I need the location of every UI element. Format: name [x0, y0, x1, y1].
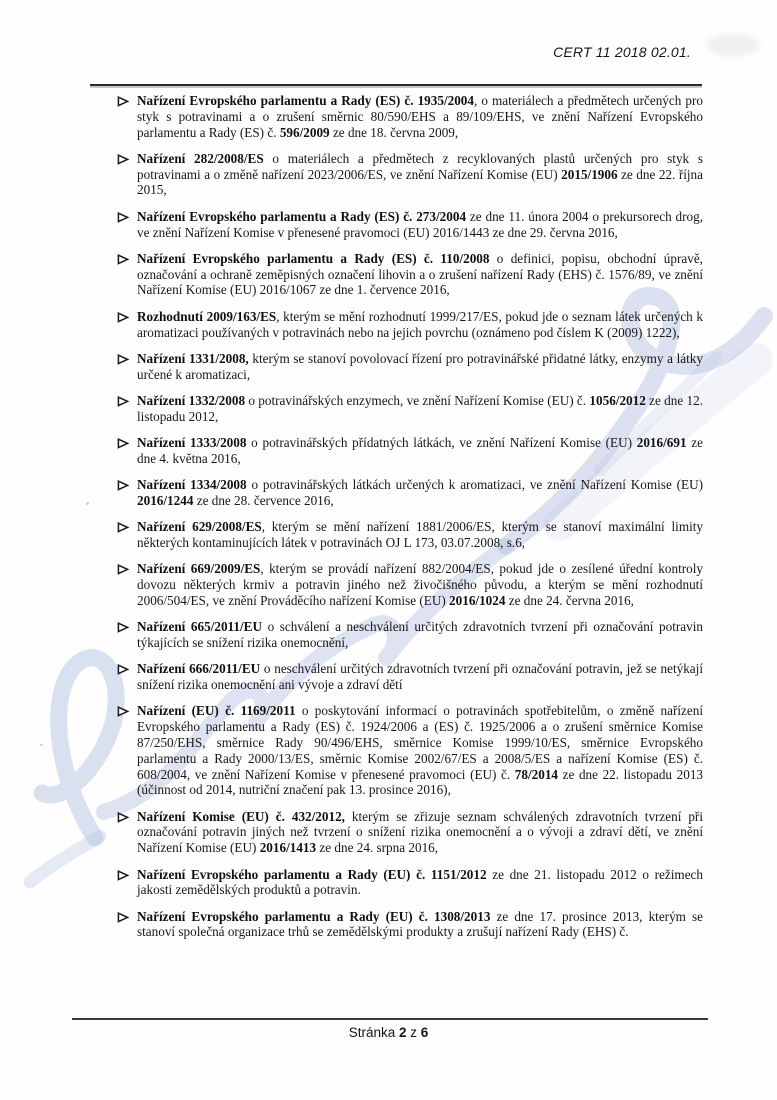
regulation-text: Nařízení 666/2011/EU o neschválení určitých zdravotních tvrzení při označování potravin, jež se netýkají snížení rizika onemocnění ani vývoje a zdraví dětí [137, 661, 703, 693]
regulation-text: Nařízení Evropského parlamentu a Rady (ES) č. 1935/2004, o materiálech a předmětech určených pro styk s potravinami a o zrušení směrnic 80/590/EHS a 89/109/EHS, ve znění Nařízení Evropského parlamentu a Rady (ES) č. 596/2009 ze dne 18. června 2009, [137, 93, 703, 140]
list-item [117, 309, 703, 341]
bullet-arrow-icon [117, 95, 129, 106]
regulation-text: Nařízení 1333/2008 o potravinářských přídatných látkách, ve znění Nařízení Komise (EU) 2016/691 ze dne 4. května 2016, [137, 435, 703, 466]
bullet-arrow-icon [117, 705, 129, 716]
footer-label: Stránka [348, 1025, 399, 1040]
regulation-text: Nařízení 1334/2008 o potravinářských látkách určených k aromatizaci, ve znění Nařízení Komise (EU) 2016/1244 ze dne 28. července 2016, [137, 477, 703, 508]
regulation-text: Nařízení 665/2011/EU o schválení a neschválení určitých zdravotních tvrzení při označování potravin týkajících se snížení rizika onemocnění, [137, 619, 703, 651]
list-item [117, 519, 703, 551]
scan-speck [40, 744, 43, 746]
bullet-arrow-icon [117, 621, 129, 632]
regulation-text: Rozhodnutí 2009/163/ES, kterým se mění rozhodnutí 1999/217/ES, pokud jde o seznam látek určených k aromatizaci používaných v potravinách nebo na jejich povrchu (oznámeno pod číslem K (2009) 1222), [137, 308, 703, 340]
list-item [117, 435, 703, 467]
list-item [117, 809, 703, 856]
bullet-arrow-icon [117, 153, 129, 164]
bullet-arrow-icon [117, 869, 129, 880]
regulation-text: Nařízení 629/2008/ES, kterým se mění nařízení 1881/2006/ES, kterým se stanoví maximální limity některých kontaminujících látek v potravinách OJ L 173, 03.07.2008, s.6, [137, 519, 703, 551]
bullet-arrow-icon [117, 395, 129, 406]
bullet-arrow-icon [117, 311, 129, 322]
bullet-arrow-icon [117, 811, 129, 822]
list-item [117, 251, 703, 298]
regulation-text: Nařízení (EU) č. 1169/2011 o poskytování informací o potravinách spotřebitelům, o změně nařízení Evropského parlamentu a Rady (ES) č. 1924/2006 a (ES) č. 1925/2006 a o zrušení směrnice Komise 87/250/EHS, směrnice Rady 90/496/EHS, směrnice Komise 1999/10/ES, směrnice Evropského parlamentu a Rady 2000/13/ES, směrnic Komise 2002/67/ES a 2008/5/ES a nařízení Komise (ES) č. 608/2004, ve znění Nařízení Komise v přenesené pravomoci (EU) č. 78/2014 ze dne 22. listopadu 2013 (účinnost od 2014, nutriční značení pak 13. prosince 2016), [137, 703, 704, 798]
list-item [117, 209, 703, 241]
regulation-text: Nařízení 669/2009/ES, kterým se provádí nařízení 882/2004/ES, pokud jde o zesílené úřední kontroly dovozu některých krmiv a potravin jiného než živočišného původu, a kterým se mění rozhodnutí 2006/504/ES, ve znění Prováděcího nařízení Komise (EU) 2016/1024 ze dne 24. června 2016, [137, 561, 703, 608]
list-item [117, 909, 703, 941]
bullet-arrow-icon [117, 911, 129, 922]
bullet-arrow-icon [117, 521, 129, 532]
list-item [117, 477, 703, 509]
bullet-arrow-icon [117, 437, 129, 448]
bullet-arrow-icon [117, 663, 129, 674]
list-item [117, 351, 703, 383]
list-item [117, 703, 703, 798]
regulation-text: Nařízení Evropského parlamentu a Rady (ES) č. 110/2008 o definici, popisu, obchodní úpravě, označování a ochraně zeměpisných označení lihovin a o zrušení nařízení Rady (EHS) č. 1576/89, ve znění Nařízení Komise (EU) 2016/1067 ze dne 1. července 2016, [137, 250, 703, 298]
bullet-arrow-icon [117, 563, 129, 574]
scan-smudge [706, 34, 760, 56]
bullet-arrow-icon [117, 253, 129, 264]
list-item [117, 619, 703, 651]
page-number: 2 [398, 1025, 407, 1040]
regulation-text: Nařízení Evropského parlamentu a Rady (ES) č. 273/2004 ze dne 11. února 2004 o prekursorech drog, ve znění Nařízení Komise v přenesené pravomoci (EU) 2016/1443 ze dne 29. června 2016, [137, 208, 704, 240]
page-footer [0, 1025, 777, 1040]
header-rule [90, 84, 702, 86]
regulation-text: Nařízení Evropského parlamentu a Rady (EU) č. 1151/2012 ze dne 21. listopadu 2012 o režimech jakosti zemědělských produktů a potravin. [137, 866, 703, 898]
page-total: 6 [420, 1025, 429, 1040]
document-code: CERT 11 2018 02.01. [553, 44, 691, 60]
list-item [117, 151, 703, 198]
bullet-arrow-icon [117, 211, 129, 222]
regulation-text: Nařízení Komise (EU) č. 432/2012, kterým se zřizuje seznam schválených zdravotních tvrzení při označování potravin jiných než tvrzení o snížení rizika onemocnění a o vývoji a zdraví dětí, ve znění Nařízení Komise (EU) 2016/1413 ze dne 24. srpna 2016, [137, 808, 703, 856]
regulation-list [117, 93, 703, 951]
list-item [117, 561, 703, 608]
footer-rule [72, 1018, 708, 1020]
regulation-text: Nařízení 1332/2008 o potravinářských enzymech, ve znění Nařízení Komise (EU) č. 1056/2012 ze dne 12. listopadu 2012, [137, 392, 703, 424]
list-item [117, 867, 703, 899]
bullet-arrow-icon [117, 479, 129, 490]
regulation-text: Nařízení 1331/2008, kterým se stanoví povolovací řízení pro potravinářské přidatné látky, enzymy a látky určené k aromatizaci, [137, 350, 703, 382]
footer-separator: z [406, 1025, 421, 1040]
scan-speck [86, 502, 89, 505]
list-item [117, 393, 703, 425]
bullet-arrow-icon [117, 353, 129, 364]
list-item [117, 93, 703, 140]
regulation-text: Nařízení Evropského parlamentu a Rady (EU) č. 1308/2013 ze dne 17. prosince 2013, kterým se stanoví společná organizace trhů se zemědělskými produkty a zrušují nařízení Rady (EHS) č. [137, 908, 703, 940]
regulation-text: Nařízení 282/2008/ES o materiálech a předmětech z recyklovaných plastů určených pro styk s potravinami a o změně nařízení 2023/2006/ES, ve znění Nařízení Komise (EU) 2015/1906 ze dne 22. října 2015, [137, 150, 703, 198]
list-item [117, 661, 703, 693]
